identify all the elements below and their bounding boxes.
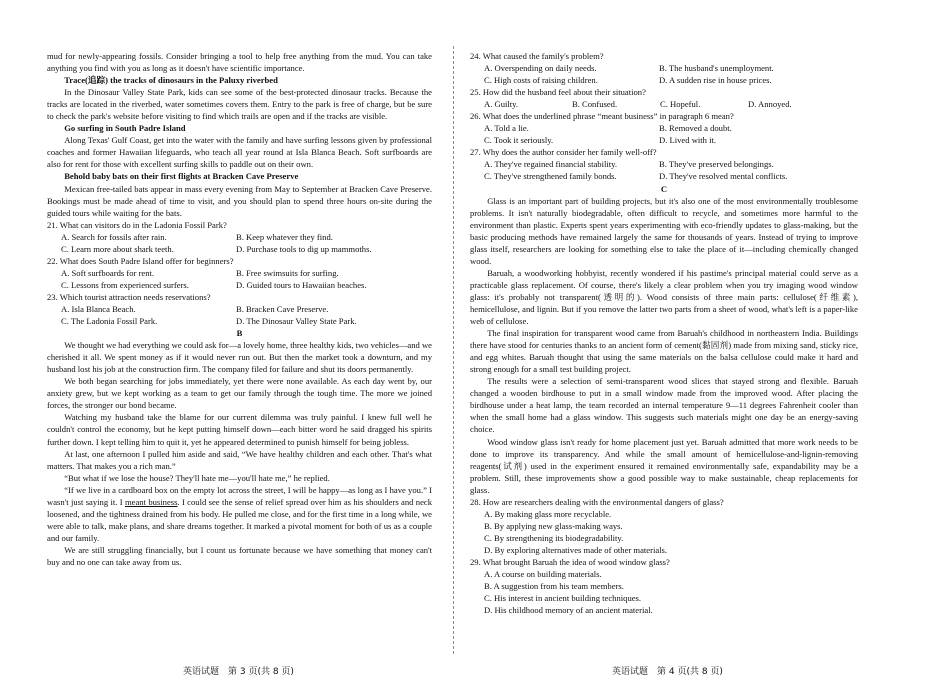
passage-c-paragraph: The results were a selection of semi-transparent wood slices that stayed strong and flexible. Baruah changed a wooden birdhouse to put in a small window made from the improved wood. After placing the birdhouse under a heat lamp, the team recorded an internal temperature 9—11 degrees Fahrenheit cooler than when the small home had a glass window. This suggests such materials might one day be an energy-saving choice. xyxy=(470,376,858,435)
options-27-row1 xyxy=(470,158,858,170)
option: B. Removed a doubt. xyxy=(659,123,732,134)
option: A. By making glass more recyclable. xyxy=(484,508,612,519)
passage-c-paragraph: Glass is an important part of building projects, but it's also one of the most environmentally troublesome problems. It isn't naturally biodegradable, often difficult to recycle, and sometimes more harmful to the environment than plastic. Experts spent years experimenting with eco-friendly updates to glass-making, but the basic producing methods have remained largely the same for thousands of years. Instead of trying to improve glass itself, researchers are looking for something else to take the place of it—including chemically changed wood. xyxy=(470,195,858,266)
options-23-row2 xyxy=(47,315,432,327)
option: C. Hopeful. xyxy=(660,99,701,110)
passage-b-paragraph: We are still struggling financially, but I count us fortunate because we have something that money can't buy and no one can take away from us. xyxy=(47,544,432,567)
passage-b-paragraph-6 xyxy=(47,484,432,544)
passage-c-paragraph: Wood window glass isn't ready for home placement just yet. Baruah admitted that more work needs to be done to improve its transparency. And while the small amount of hemicellulose-and-lignin-removing reagents(试剂) used in the experiment ensured it remained environmentally safe, expandability may be a problem. Still, these improvements show a good possible way to make sustainable, cheap replacements for glass. xyxy=(470,436,858,495)
left-column xyxy=(47,50,432,568)
section-c-label: C xyxy=(660,183,668,194)
question-26: 26. What does the underlined phrase “meant business” in paragraph 6 mean? xyxy=(470,111,734,122)
question-28: 28. How are researchers dealing with the environmental dangers of glass? xyxy=(470,496,724,507)
options-27-row2 xyxy=(470,170,858,182)
option: D. A sudden rise in house prices. xyxy=(659,75,772,86)
option: A. Soft surfboards for rent. xyxy=(61,267,155,278)
heading-padre: Go surfing in South Padre Island xyxy=(64,123,186,134)
underlined-phrase: meant business xyxy=(124,496,178,507)
heading-paluxy: Trace(追踪) the tracks of dinosaurs in the Paluxy riverbed xyxy=(64,75,278,86)
option: D. Lived with it. xyxy=(659,135,717,146)
text-run: . I could see the sense of relief spread over him as his shoulders and neck loosened, and the tightness drained from his body. He pulled me close, and for the first time in a long while, we were able to talk, make plans, and share dreams together. It marked a pivotal moment for both of us as a couple and our family. xyxy=(47,496,432,543)
options-26-row2 xyxy=(470,134,858,146)
options-24-row1 xyxy=(470,62,858,74)
option: B. Free swimsuits for surfing. xyxy=(236,267,339,278)
passage-b-paragraph: Watching my husband take the blame for our current dilemma was truly painful. I knew full well he couldn't control the economy, but he kept putting himself down—each bitter word he said dragged his spirits further down. I kept telling him to quit it, yet he appeared determined to punish himself for being jobless. xyxy=(47,412,432,447)
column-divider xyxy=(453,46,454,654)
option: D. Annoyed. xyxy=(748,99,792,110)
question-27: 27. Why does the author consider her family well-off? xyxy=(470,147,657,158)
option: D. His childhood memory of an ancient material. xyxy=(484,605,653,616)
question-24: 24. What caused the family's problem? xyxy=(470,51,604,61)
section-b-label: B xyxy=(236,328,243,339)
options-24-row2 xyxy=(470,74,858,86)
option: B. Bracken Cave Preserve. xyxy=(236,303,329,314)
option: B. The husband's unemployment. xyxy=(659,63,774,74)
passage-b-paragraph: We thought we had everything we could ask for—a lovely home, three healthy kids, two vehicles—and we cherished it all. We spent money as if it would never run out. But then the market took a downturn, and my husband lost his job at the construction firm. The company filed for failure and shut its doors permanently. xyxy=(47,340,432,375)
option: D. They've resolved mental conflicts. xyxy=(659,171,788,182)
passage-b-paragraph: “But what if we lose the house? They'll hate me—you'll hate me,” he replied. xyxy=(64,472,330,483)
passage-c-paragraph: Baruah, a woodworking hobbyist, recently wondered if his pastime's principal material could serve as a practicable glass replacement. Of course, there's likely a clear problem when you try imaging wood window glass: it's probably not transparent(透明的). Wood consists of three main parts: cellulose(纤维素), hemicellulose, and lignin. But if you remove the latter two parts from a sheet of wood, what's left is a paper-like web of cellulose. xyxy=(470,267,858,327)
options-21-row2 xyxy=(47,243,432,255)
footer-page-4: 英语试题 第 4 页(共 8 页) xyxy=(612,667,723,677)
question-22: 22. What does South Padre Island offer for beginners? xyxy=(47,255,234,266)
options-26-row1 xyxy=(470,122,858,134)
option: C. His interest in ancient building techniques. xyxy=(484,593,642,604)
question-21: 21. What can visitors do in the Ladonia Fossil Park? xyxy=(47,219,227,230)
right-column xyxy=(470,50,858,616)
option: A. Told a lie. xyxy=(484,123,529,134)
option: C. The Ladonia Fossil Park. xyxy=(61,316,158,327)
option: C. High costs of raising children. xyxy=(484,75,598,86)
options-21-row1 xyxy=(47,231,432,243)
option: A. Search for fossils after rain. xyxy=(61,231,167,242)
passage-b-paragraph: At last, one afternoon I pulled him aside and said, “We have healthy children and each other. That's what matters. That makes you a rich man.” xyxy=(47,448,432,471)
option: B. By applying new glass-making ways. xyxy=(484,520,623,531)
paragraph-bats: Mexican free-tailed bats appear in mass every evening from May to September at Bracken Cave Preserve. Bookings must be made ahead of time to visit, and you should plan to spend three hours on-site during the guided tours while waiting for the bats. xyxy=(47,183,432,218)
option: B. Confused. xyxy=(572,99,618,110)
question-29: 29. What brought Baruah the idea of wood window glass? xyxy=(470,556,670,567)
heading-bracken: Behold baby bats on their first flights at Bracken Cave Preserve xyxy=(64,171,299,182)
intro-paragraph: mud for newly-appearing fossils. Consider bringing a tool to help free anything from the mud. You can take anything you find with you as long as it doesn't have scientific importance. xyxy=(47,51,432,74)
option: B. A suggestion from his team members. xyxy=(484,581,624,592)
option: D. The Dinosaur Valley State Park. xyxy=(236,316,357,327)
option: A. A course on building materials. xyxy=(484,569,602,580)
options-22-row2 xyxy=(47,279,432,291)
option: D. Guided tours to Hawaiian beaches. xyxy=(236,279,367,290)
option: B. Keep whatever they find. xyxy=(236,231,333,242)
options-25 xyxy=(470,98,858,110)
question-23: 23. Which tourist attraction needs reservations? xyxy=(47,291,211,302)
option: A. Isla Blanca Beach. xyxy=(61,303,136,314)
passage-c-paragraph: The final inspiration for transparent wood came from Baruah's childhood in northeastern India. Buildings there have stood for centuries thanks to an ancient form of cement(黏固剂) made from mixing sand, sticky rice, and egg whites. Baruah thought that using the same materials on the balsa cellulose could make it hard and strong enough for a small test building project. xyxy=(470,328,858,375)
option: C. They've strengthened family bonds. xyxy=(484,171,617,182)
option: D. Purchase tools to dig up mammoths. xyxy=(236,243,372,254)
question-25: 25. How did the husband feel about their situation? xyxy=(470,87,646,98)
option: A. Guilty. xyxy=(484,99,519,110)
footer-page-3: 英语试题 第 3 页(共 8 页) xyxy=(183,667,294,677)
passage-b-paragraph: We both began searching for jobs immediately, yet there were none available. As each day went by, our anxiety grew, but we kept working as a team to get our family through the tough time. The more we joined forces, the stronger our bond became. xyxy=(47,376,432,411)
option: A. They've regained financial stability. xyxy=(484,159,618,170)
option: D. By exploring alternatives made of other materials. xyxy=(484,544,668,555)
option: B. They've preserved belongings. xyxy=(659,159,774,170)
option: C. Learn more about shark teeth. xyxy=(61,243,174,254)
paragraph-dinosaur: In the Dinosaur Valley State Park, kids can see some of the best-protected dinosaur tracks. Because the tracks are located in the riverbed, water sometimes covers them. Entry to the park is free of charge, but be sure to check the park's website before visiting to find which trails are open and if the tracks are visible. xyxy=(47,87,432,122)
option: A. Overspending on daily needs. xyxy=(484,63,597,74)
options-22-row1 xyxy=(47,267,432,279)
option: C. By strengthening its biodegradability. xyxy=(484,532,624,543)
text-run: “If we live in a cardboard box on the empty lot across the street, I will be happy—as long as I have you.” I wasn't just saying it. I xyxy=(47,484,432,507)
option: C. Took it seriously. xyxy=(484,135,554,146)
paragraph-surfing: Along Texas' Gulf Coast, get into the water with the family and have surfing lessons given by professional coaches and former Hawaiian lifeguards, who teach all year round at Isla Blanca Beach. Soft surfboards are also for rent for those with excellent surfing skills to paddle out on their own. xyxy=(47,135,432,170)
options-23-row1 xyxy=(47,303,432,315)
option: C. Lessons from experienced surfers. xyxy=(61,279,189,290)
